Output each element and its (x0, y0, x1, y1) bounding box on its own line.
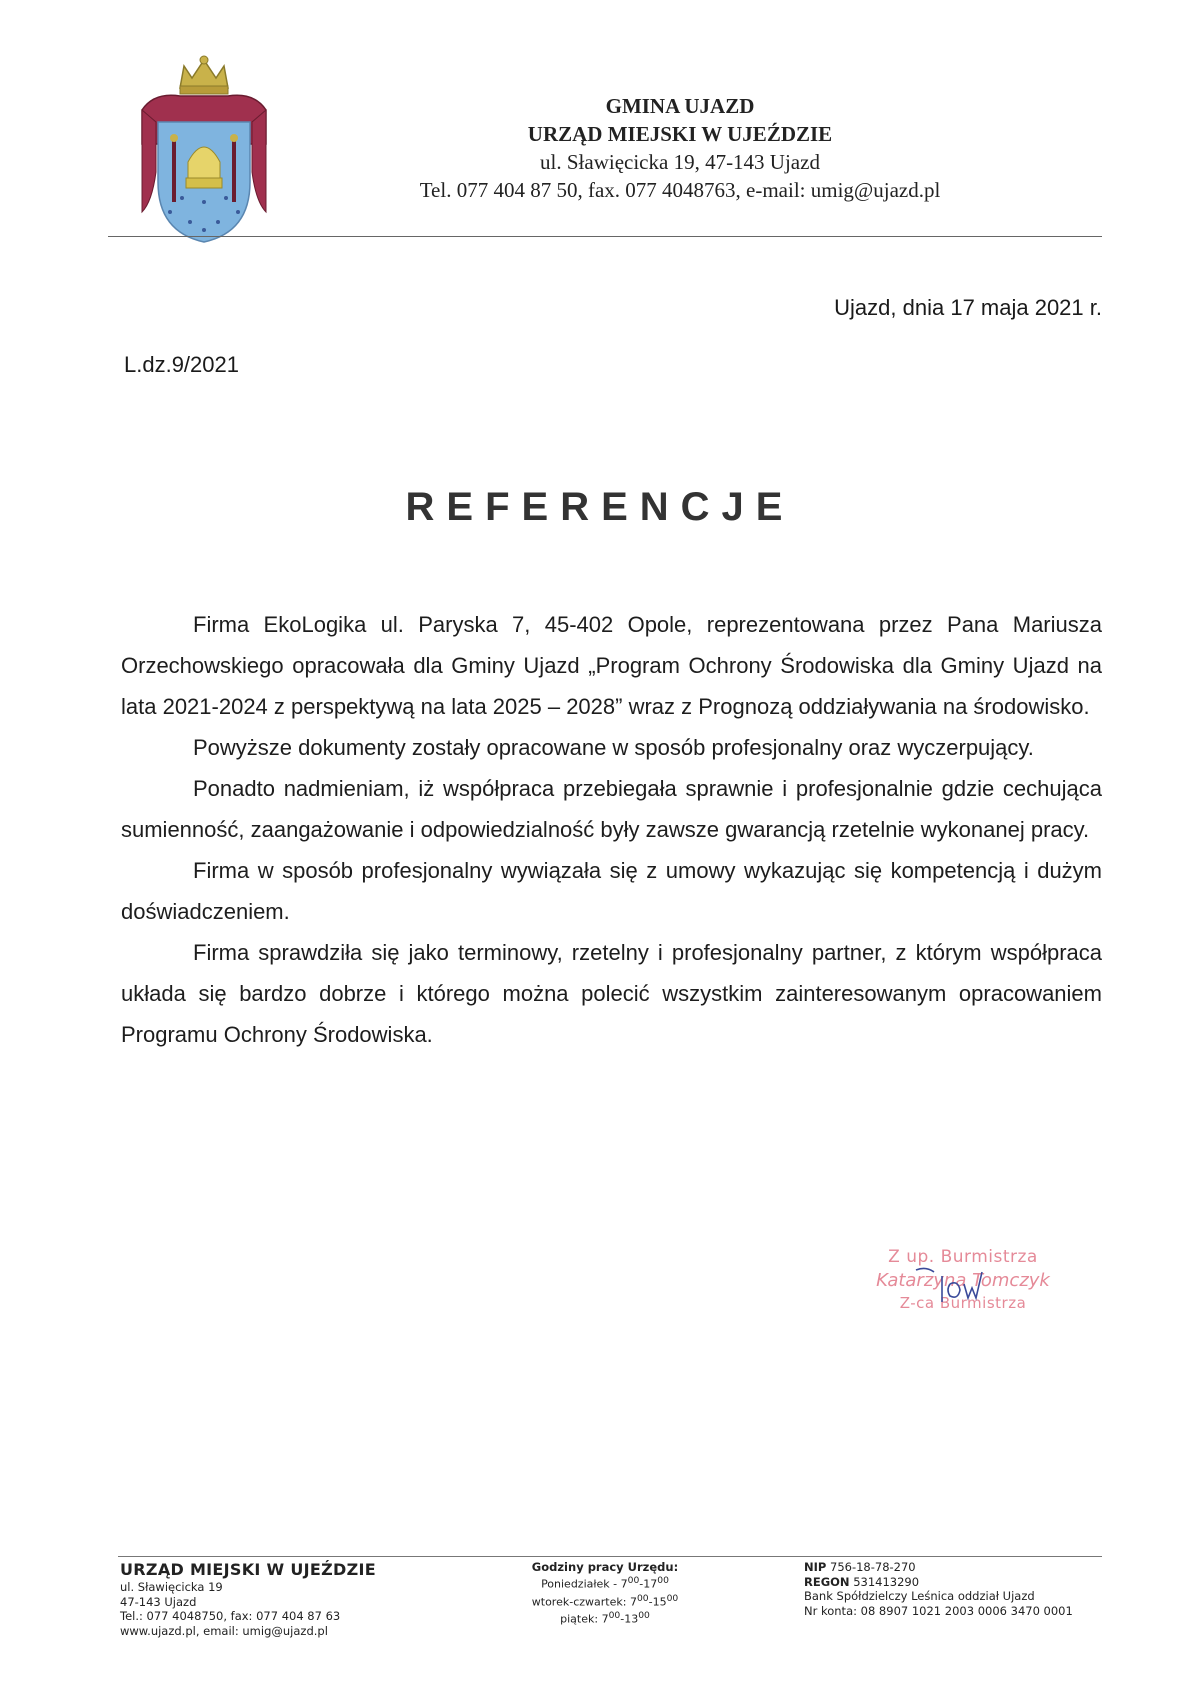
stamp-line-title: Z-ca Burmistrza (899, 1294, 1027, 1312)
footer-account: Nr konta: 08 8907 1021 2003 0006 3470 0001 (804, 1603, 1073, 1618)
footer-hours (505, 1560, 705, 1627)
hours-to: 13 (624, 1612, 639, 1626)
hours-label: piątek: (560, 1612, 599, 1626)
body-paragraph: Firma w sposób profesjonalny wywiązała się z umowy wykazując się kompetencją i dużym doświadczeniem. (121, 858, 1102, 924)
hours-from: 7 (620, 1577, 628, 1591)
letter-body (121, 604, 1102, 1055)
header-divider (108, 236, 1102, 237)
hours-label: wtorek-czwartek: (531, 1595, 627, 1609)
document-title: REFERENCJE (405, 485, 795, 529)
municipality-name: GMINA UJAZD (605, 94, 755, 118)
footer-hours-title: Godziny pracy Urzędu: (531, 1560, 679, 1574)
body-paragraph: Ponadto nadmieniam, iż współpraca przebiegała sprawnie i profesjonalnie gdzie cechująca sumienność, zaangażowanie i odpowiedzialność były zawsze gwarancją rzetelnie wykonanej pracy. (121, 776, 1102, 842)
footer-bank: Bank Spółdzielczy Leśnica oddział Ujazd (804, 1589, 1035, 1603)
hours-minutes: 00 (627, 1575, 640, 1586)
hours-friday: piątek: $7^{00}-13^{00}$ (560, 1610, 650, 1626)
footer-web: www.ujazd.pl, email: umig@ujazd.pl (120, 1623, 328, 1638)
reference-number: L.dz.9/2021 (124, 352, 239, 377)
footer-address-street: ul. Sławięcicka 19 (120, 1580, 223, 1594)
hours-to: 15 (652, 1595, 667, 1609)
coat-of-arms-icon (134, 52, 274, 248)
footer-divider (118, 1556, 1102, 1557)
body-paragraph: Firma sprawdziła się jako terminowy, rzetelny i profesjonalny partner, z którym współpraca układa się bardzo dobrze i którego można polecić wszystkim zainteresowanym opracowaniem Programu Ochrony Środowiska. (121, 940, 1102, 1047)
hours-minutes: 00 (636, 1592, 649, 1604)
footer-office-name: URZĄD MIEJSKI W UJEŹDZIE (120, 1560, 377, 1579)
body-paragraph: Powyższe dokumenty zostały opracowane w sposób profesjonalny oraz wyczerpujący. (193, 735, 1034, 760)
footer-office (120, 1560, 460, 1638)
hours-minutes: 00 (666, 1592, 679, 1604)
hours-minutes: 00 (657, 1575, 669, 1586)
nip-value: 756-18-78-270 (830, 1560, 916, 1574)
footer-regon (804, 1575, 1104, 1590)
footer-phone: Tel.: 077 4048750, fax: 077 404 87 63 (120, 1609, 341, 1623)
hours-minutes: 00 (608, 1610, 621, 1622)
stamp-line-name: Katarzyna Tomczyk (876, 1270, 1050, 1291)
regon-label: REGON (804, 1574, 850, 1589)
office-name: URZĄD MIEJSKI W UJEŹDZIE (527, 122, 833, 146)
office-contact: Tel. 077 404 87 50, fax. 077 4048763, e-mail: umig@ujazd.pl (419, 178, 941, 202)
stamp-line-authority: Z up. Burmistrza (888, 1247, 1038, 1267)
office-address: ul. Sławięcicka 19, 47-143 Ujazd (540, 150, 820, 174)
regon-value: 531413290 (853, 1574, 920, 1589)
hours-from: 7 (629, 1595, 637, 1609)
footer-nip (804, 1560, 1104, 1575)
hours-label: Poniedziałek - (541, 1577, 618, 1591)
body-paragraph: Firma EkoLogika ul. Paryska 7, 45-402 Opole, reprezentowana przez Pana Mariusza Orzechowskiego opracowała dla Gminy Ujazd „Program Ochrony Środowiska dla Gminy Ujazd na lata 2021-2024 z perspektywą na lata 2025 – 2028” wraz z Prognozą oddziaływania na środowisko. (121, 612, 1102, 719)
hours-minutes: 00 (638, 1610, 650, 1622)
handwritten-signature-icon (910, 1262, 990, 1312)
hours-monday: Poniedziałek - $7^{00}-17^{00}$ (541, 1575, 669, 1591)
letter-date: Ujazd, dnia 17 maja 2021 r. (834, 295, 1102, 320)
letterhead (380, 92, 980, 204)
hours-tue-thu: wtorek-czwartek: $7^{00}-15^{00}$ (531, 1592, 679, 1609)
nip-label: NIP (804, 1560, 827, 1574)
hours-from: 7 (601, 1612, 609, 1626)
footer-address-city: 47-143 Ujazd (120, 1594, 197, 1609)
hours-to: 17 (643, 1577, 658, 1591)
footer-bank-details (804, 1560, 1104, 1618)
